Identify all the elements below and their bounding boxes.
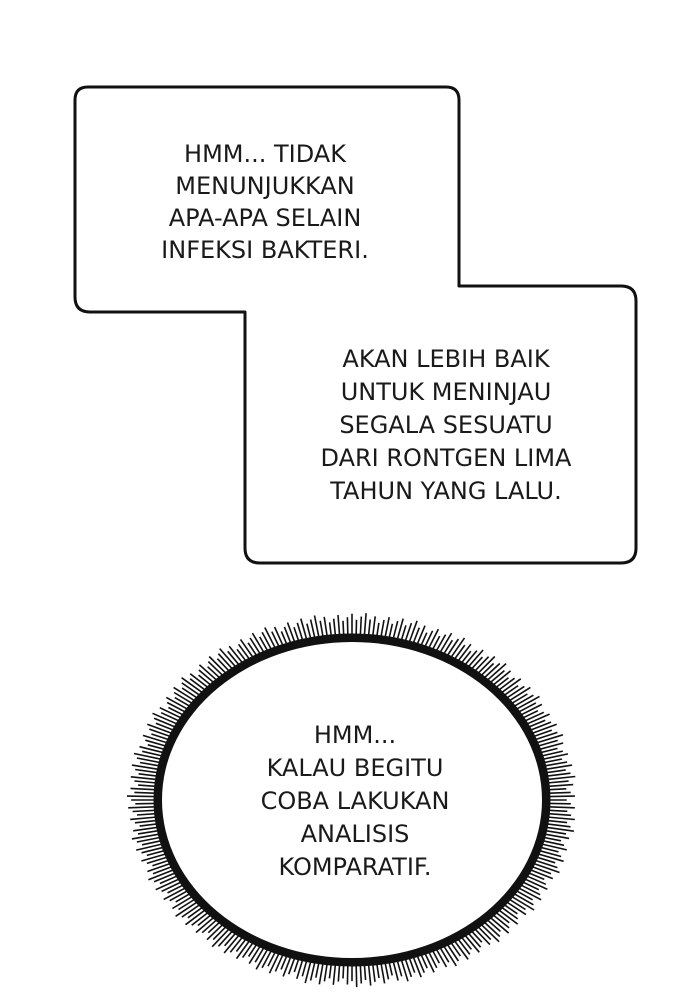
- thought-bubble-text: [215, 719, 495, 884]
- caption-line: UNTUK MENINJAU: [340, 378, 552, 406]
- caption-line: HMM...: [313, 721, 397, 749]
- caption-line: KALAU BEGITU: [266, 754, 444, 782]
- caption-line: INFEKSI BAKTERI.: [161, 236, 369, 264]
- caption-line: TAHUN YANG LALU.: [330, 477, 562, 505]
- caption-line: DARI RONTGEN LIMA: [320, 444, 572, 472]
- caption-line: AKAN LEBIH BAIK: [342, 345, 550, 373]
- caption-line: KOMPARATIF.: [278, 853, 432, 881]
- caption-line: MENUNJUKKAN: [175, 172, 355, 200]
- narration-box-2-text: [296, 343, 596, 508]
- caption-line: COBA LAKUKAN: [260, 787, 450, 815]
- caption-line: APA-APA SELAIN: [168, 204, 362, 232]
- caption-line: SEGALA SESUATU: [339, 411, 553, 439]
- narration-box-1-text: [130, 138, 400, 266]
- caption-line: HMM... TIDAK: [184, 140, 346, 168]
- caption-line: ANALISIS: [300, 820, 410, 848]
